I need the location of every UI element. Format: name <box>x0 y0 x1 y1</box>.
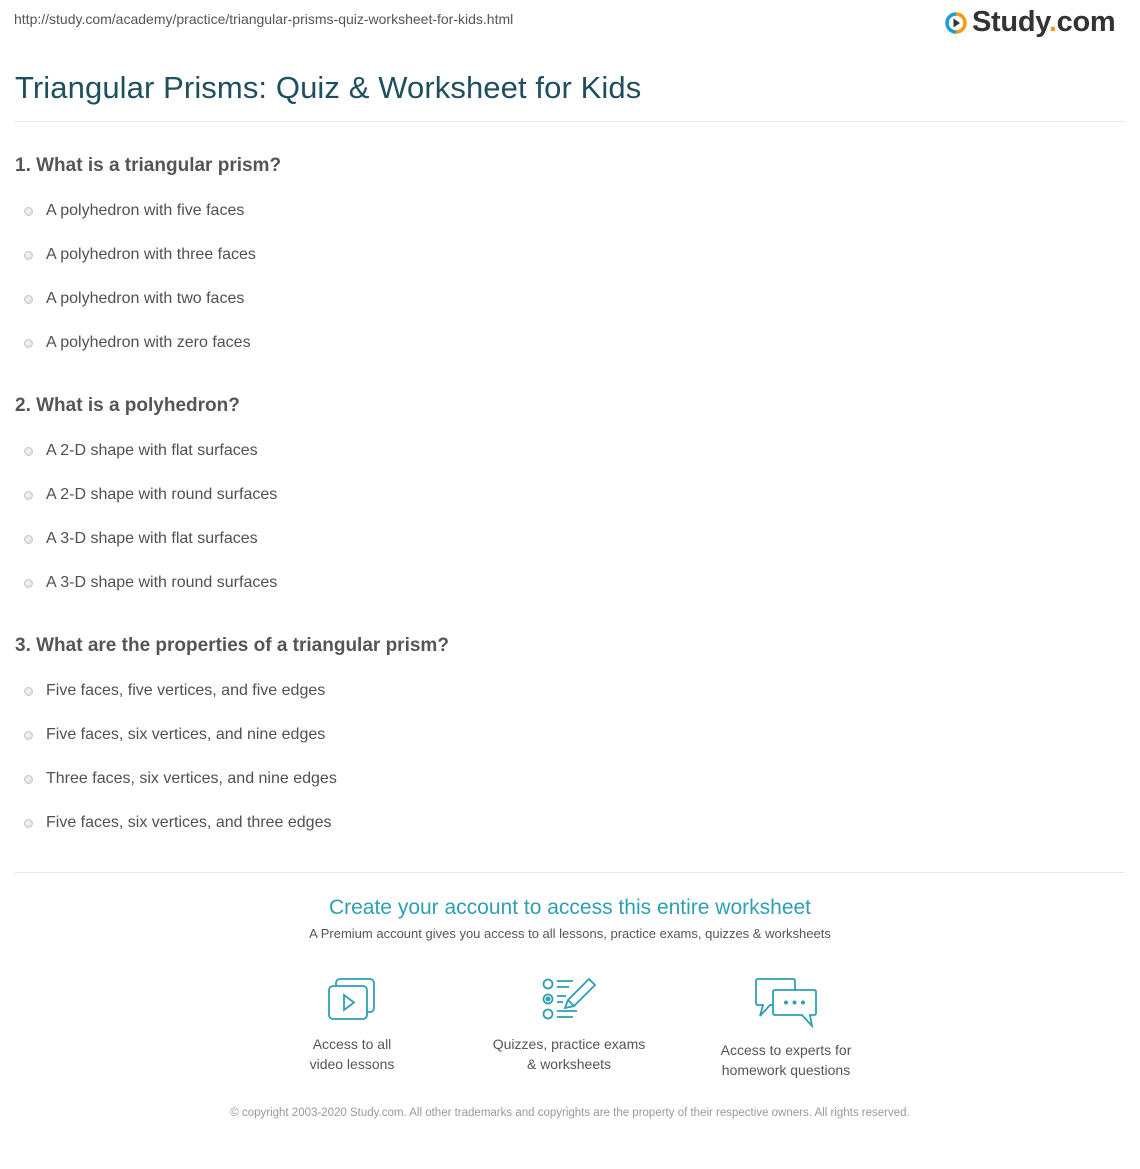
answer-label: A polyhedron with two faces <box>46 290 245 307</box>
answer-option[interactable] <box>15 189 281 233</box>
question-title: 1. What is a triangular prism? <box>15 155 282 176</box>
radio-button[interactable] <box>24 339 33 348</box>
copyright-footer: © copyright 2003-2020 Study.com. All other trademarks and copyrights are the property of their respective owners. All rights reserved. <box>230 1107 910 1119</box>
radio-button[interactable] <box>24 295 33 304</box>
play-circle-logo-icon <box>945 12 967 34</box>
answer-label: A 3-D shape with round surfaces <box>46 574 278 591</box>
feature-experts <box>686 976 886 1080</box>
radio-button[interactable] <box>24 491 33 500</box>
answer-label: A 2-D shape with flat surfaces <box>46 442 258 459</box>
feature-label: Access to all video lessons <box>309 1036 395 1072</box>
answer-label: A 2-D shape with round surfaces <box>46 486 278 503</box>
question-1 <box>15 155 281 365</box>
radio-button[interactable] <box>24 687 33 696</box>
divider <box>15 121 1125 122</box>
create-account-link[interactable]: Create your account to access this entire worksheet <box>328 896 812 919</box>
answer-option[interactable] <box>15 669 449 713</box>
answer-label: Five faces, six vertices, and three edges <box>46 814 332 831</box>
radio-button[interactable] <box>24 579 33 588</box>
question-3 <box>15 635 449 845</box>
radio-button[interactable] <box>24 207 33 216</box>
radio-button[interactable] <box>24 819 33 828</box>
answer-option[interactable] <box>15 801 449 845</box>
quiz-checklist-icon <box>469 976 669 1022</box>
radio-button[interactable] <box>24 535 33 544</box>
study-logo[interactable] <box>945 8 1115 37</box>
feature-quizzes <box>469 976 669 1074</box>
answer-label: A polyhedron with five faces <box>46 202 245 219</box>
answer-option[interactable] <box>15 233 281 277</box>
answer-options <box>15 189 281 365</box>
answer-option[interactable] <box>15 473 277 517</box>
question-title: 3. What are the properties of a triangular prism? <box>15 635 449 656</box>
answer-label: A 3-D shape with flat surfaces <box>46 530 258 547</box>
answer-option[interactable] <box>15 277 281 321</box>
answer-option[interactable] <box>15 517 277 561</box>
chat-bubbles-icon <box>686 976 886 1028</box>
video-lessons-icon <box>252 976 452 1022</box>
divider <box>15 872 1125 873</box>
answer-option[interactable] <box>15 561 277 605</box>
answer-option[interactable] <box>15 757 449 801</box>
feature-video-lessons <box>252 976 452 1074</box>
page-url: http://study.com/academy/practice/triangular-prisms-quiz-worksheet-for-kids.html <box>14 11 514 27</box>
answer-option[interactable] <box>15 713 449 757</box>
answer-option[interactable] <box>15 429 277 473</box>
answer-label: Five faces, six vertices, and nine edges <box>46 726 326 743</box>
radio-button[interactable] <box>24 775 33 784</box>
answer-label: Five faces, five vertices, and five edges <box>46 682 326 699</box>
logo-wordmark: Study.com <box>972 6 1116 38</box>
question-title: 2. What is a polyhedron? <box>15 395 240 416</box>
radio-button[interactable] <box>24 731 33 740</box>
answer-options <box>15 669 449 845</box>
answer-label: A polyhedron with three faces <box>46 246 256 263</box>
question-2 <box>15 395 277 605</box>
feature-label: Access to experts for homework questions <box>720 1042 852 1078</box>
cta-subtitle: A Premium account gives you access to all lessons, practice exams, quizzes & worksheets <box>309 926 831 941</box>
answer-label: A polyhedron with zero faces <box>46 334 251 351</box>
radio-button[interactable] <box>24 447 33 456</box>
answer-label: Three faces, six vertices, and nine edges <box>46 770 337 787</box>
radio-button[interactable] <box>24 251 33 260</box>
answer-options <box>15 429 277 605</box>
answer-option[interactable] <box>15 321 281 365</box>
page-title: Triangular Prisms: Quiz & Worksheet for Kids <box>15 70 642 105</box>
feature-label: Quizzes, practice exams & worksheets <box>492 1036 646 1072</box>
